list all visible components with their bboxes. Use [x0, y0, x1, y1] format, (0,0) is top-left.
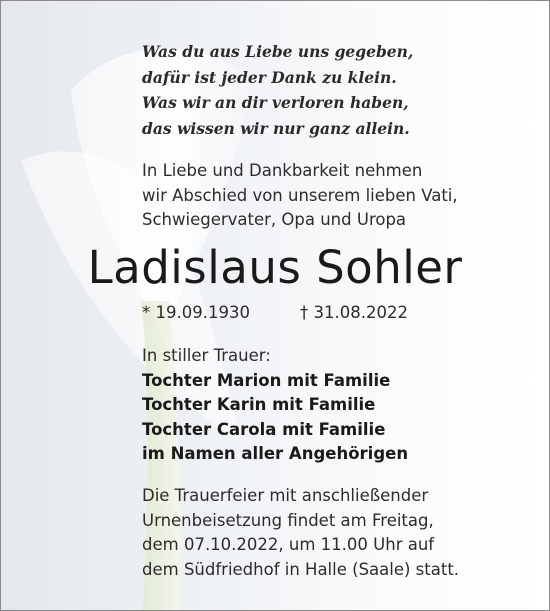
- poem: [142, 39, 413, 141]
- poem-line: Was du aus Liebe uns gegeben,: [142, 42, 414, 61]
- poem-line: das wissen wir nur ganz allein.: [142, 118, 410, 138]
- service-line: Die Trauerfeier mit anschließender: [142, 486, 429, 505]
- mourner-line: Tochter Marion mit Familie: [142, 370, 391, 390]
- mourner-line: Tochter Karin mit Familie: [142, 395, 376, 414]
- death-date: † 31.08.2022: [300, 303, 408, 322]
- intro-line: wir Abschied von unserem lieben Vati,: [142, 185, 458, 205]
- service-info: [142, 484, 459, 582]
- service-line: dem 07.10.2022, um 11.00 Uhr auf: [142, 535, 435, 554]
- birth-date: * 19.09.1930: [142, 303, 250, 322]
- intro-line: Schwiegervater, Opa und Uropa: [142, 210, 407, 229]
- intro-text: [142, 159, 458, 233]
- deceased-name: Ladislaus Sohler: [87, 241, 463, 294]
- poem-line: dafür ist jeder Dank zu klein.: [142, 67, 397, 87]
- intro-line: In Liebe und Dankbarkeit nehmen: [142, 161, 423, 180]
- mourner-line: im Namen aller Angehörigen: [142, 444, 409, 463]
- obituary-content: [1, 1, 549, 610]
- mourners-heading: In stiller Trauer:: [142, 346, 271, 365]
- service-line: dem Südfriedhof in Halle (Saale) statt.: [142, 559, 460, 579]
- mourners: [142, 344, 408, 467]
- mourner-line: Tochter Carola mit Familie: [142, 419, 386, 439]
- life-dates: [142, 301, 408, 325]
- poem-line: Was wir an dir verloren haben,: [142, 93, 409, 112]
- service-line: Urnenbeisetzung findet am Freitag,: [142, 510, 434, 530]
